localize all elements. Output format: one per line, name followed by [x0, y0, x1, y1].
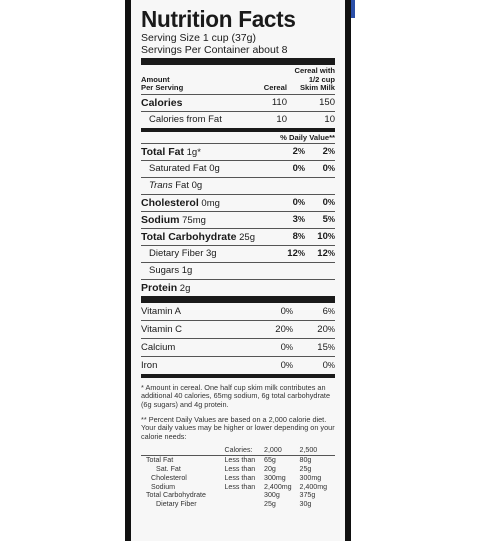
nutrient-name: Saturated Fat: [149, 163, 207, 174]
vitamin-row: [141, 303, 335, 320]
nutrient-dv-cereal: 0%: [292, 163, 305, 174]
nutrient-row: [141, 211, 335, 228]
vitamin-row: [141, 338, 335, 356]
vitamin-dv-cereal: 20%: [275, 323, 293, 335]
nutrient-amount: 1g*: [183, 146, 201, 158]
nutrient-dv-cereal: 3%: [292, 214, 305, 225]
nutrient-dv-cereal: 8%: [292, 231, 305, 242]
column-cereal-with-milk: Cereal with 1/2 cup Skim Milk: [294, 66, 335, 92]
dv-table-header: Calories: 2,000 2,500: [141, 446, 335, 456]
vitamin-dv-with-milk: 15%: [317, 341, 335, 353]
footnote-daily-value: ** Percent Daily Values are based on a 2,000 calorie diet. Your daily values may be higher or lower depending on your calorie needs:: [141, 414, 335, 442]
dv-table-row: Cholesterol Less than 300mg 300mg: [151, 473, 322, 482]
vitamin-dv-with-milk: 20%: [317, 323, 335, 335]
nutrient-dv-with-milk: 0%: [322, 197, 335, 208]
nutrient-list: [141, 143, 335, 296]
dv-table-row: Dietary Fiber 25g 30g: [156, 499, 312, 508]
divider-thick: [141, 58, 335, 65]
divider-medium-footer: [141, 374, 335, 378]
vitamin-name: Calcium: [141, 341, 176, 353]
nutrient-amount: 0g: [188, 180, 203, 191]
vitamin-dv-with-milk: 0%: [322, 359, 335, 371]
servings-per-container: Servings Per Container about 8: [141, 44, 288, 56]
nutrient-amount: 0g: [206, 163, 220, 174]
nutrient-row: [141, 245, 335, 262]
nutrient-dv-cereal: 2%: [292, 146, 305, 157]
nutrient-dv-cereal: 0%: [292, 197, 305, 208]
dv-table-row: Sat. Fat Less than 20g 25g: [156, 465, 312, 474]
nutrient-amount: 0mg: [198, 197, 220, 209]
nutrient-name: Dietary Fiber: [149, 248, 204, 259]
nutrient-name: Cholesterol: [141, 196, 199, 209]
nutrient-dv-with-milk: 12%: [317, 248, 335, 259]
nutrient-row: [141, 194, 335, 211]
divider-thick-vitamins: [141, 296, 335, 303]
vitamin-name: Iron: [141, 359, 158, 371]
nutrient-name: Sodium: [141, 213, 180, 226]
box-edge-right: [345, 0, 483, 541]
box-edge-left: [0, 0, 131, 541]
vitamin-row: [141, 356, 335, 374]
nutrient-amount: 75mg: [179, 214, 206, 226]
vitamin-name: Vitamin C: [141, 323, 183, 335]
nutrient-name: Trans Fat: [149, 180, 189, 191]
column-cereal: Cereal: [263, 83, 287, 92]
vitamin-dv-cereal: 0%: [280, 305, 293, 317]
dv-table-row: Total Fat Less than 65g 80g: [146, 456, 312, 465]
nutrient-name: Protein: [141, 281, 178, 294]
vitamin-dv-with-milk: 6%: [322, 305, 335, 317]
vitamin-row: [141, 320, 335, 338]
calories-from-fat-row: Calories from Fat 10 10: [141, 111, 335, 128]
vitamin-name: Vitamin A: [141, 305, 181, 317]
nutrient-row: [141, 262, 335, 279]
vitamin-dv-cereal: 0%: [280, 359, 293, 371]
nutrient-name: Total Carbohydrate: [141, 230, 237, 243]
nutrient-row: [141, 177, 335, 194]
serving-size: Serving Size 1 cup (37g): [141, 32, 256, 44]
amount-per-serving: Amount Per Serving: [141, 74, 184, 92]
footnote-amount: * Amount in cereal. One half cup skim milk contributes an additional 40 calories, 65mg sodium, 6g total carbohydrate (6g sugars) and 4g protein.: [141, 382, 331, 409]
calories-row: Calories 110 150: [141, 94, 335, 111]
nutrient-dv-cereal: 12%: [287, 248, 305, 259]
box-print-accent: [351, 0, 355, 18]
label-border-right: [345, 0, 351, 541]
nutrient-amount: 25g: [236, 231, 255, 243]
nutrition-facts-panel: [131, 0, 345, 541]
nutrient-dv-with-milk: 0%: [322, 163, 335, 174]
vitamin-list: [141, 303, 335, 374]
daily-value-heading: % Daily Value**: [280, 132, 335, 142]
daily-value-reference-table: [141, 446, 335, 509]
label-title: Nutrition Facts: [141, 6, 296, 32]
vitamin-dv-cereal: 0%: [280, 341, 293, 353]
nutrient-row: [141, 143, 335, 160]
nutrient-row: [141, 228, 335, 245]
dv-table-row: Total Carbohydrate 300g 375g: [146, 491, 316, 500]
nutrient-row: [141, 279, 335, 296]
nutrient-dv-with-milk: 5%: [322, 214, 335, 225]
nutrient-name: Total Fat: [141, 145, 184, 158]
nutrient-amount: 2g: [177, 282, 191, 294]
nutrient-amount: 3g: [203, 248, 217, 259]
nutrient-dv-with-milk: 2%: [322, 146, 335, 157]
dv-table-row: Sodium Less than 2,400mg 2,400mg: [151, 482, 328, 491]
nutrient-amount: 1g: [179, 265, 193, 276]
nutrient-name: Sugars: [149, 265, 180, 276]
column-header: [141, 65, 335, 94]
nutrient-dv-with-milk: 10%: [317, 231, 335, 242]
nutrient-row: [141, 160, 335, 177]
